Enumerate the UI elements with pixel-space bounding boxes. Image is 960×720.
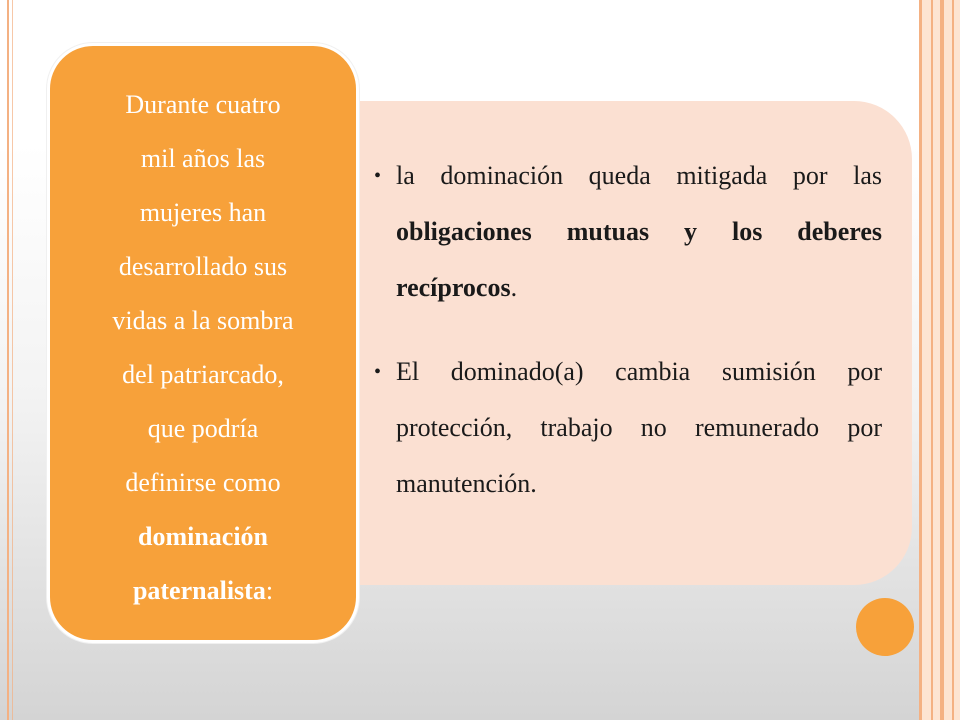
bullet-list — [370, 148, 882, 540]
bullet-1-period: . — [510, 273, 518, 302]
bullet-item-1 — [370, 148, 882, 316]
left-decor-line-inner — [12, 0, 13, 720]
bullet-dot: • — [374, 165, 382, 187]
card-line-bold — [60, 510, 346, 564]
card-line: que podría — [147, 414, 259, 443]
card-line-bold — [60, 564, 346, 618]
bullet-2-text: El dominado(a) cambia sumisión por protección, trabajo no remunerado por manutención. — [396, 357, 882, 498]
card-text — [60, 78, 346, 618]
card-line: desarrollado sus — [118, 252, 288, 281]
right-decor-stripe-2 — [931, 0, 933, 720]
right-decor-stripe-4 — [952, 0, 954, 720]
card-bold-term: paternalista — [132, 576, 266, 605]
orange-quote-card — [47, 43, 359, 643]
orange-circle-decor — [856, 598, 914, 656]
right-decor-stripe-3 — [940, 0, 944, 720]
card-bold-term: dominación — [137, 522, 269, 551]
right-decor-stripe-1 — [919, 0, 922, 720]
card-line: Durante cuatro — [125, 90, 281, 119]
left-decor-line-outer — [7, 0, 9, 720]
bullet-1-bold-text: obligaciones mutuas y los deberes recíprocos — [396, 217, 882, 302]
card-line: definirse como — [125, 468, 281, 497]
card-line: mil años las — [140, 144, 266, 173]
card-line: del patriarcado, — [122, 360, 284, 389]
bullet-1-text: la dominación queda mitigada por las — [396, 161, 882, 190]
bullet-dot: • — [374, 361, 382, 383]
card-line: vidas a la sombra — [112, 306, 294, 335]
bullet-item-2 — [370, 344, 882, 512]
card-line: mujeres han — [139, 198, 267, 227]
card-colon: : — [265, 576, 274, 605]
